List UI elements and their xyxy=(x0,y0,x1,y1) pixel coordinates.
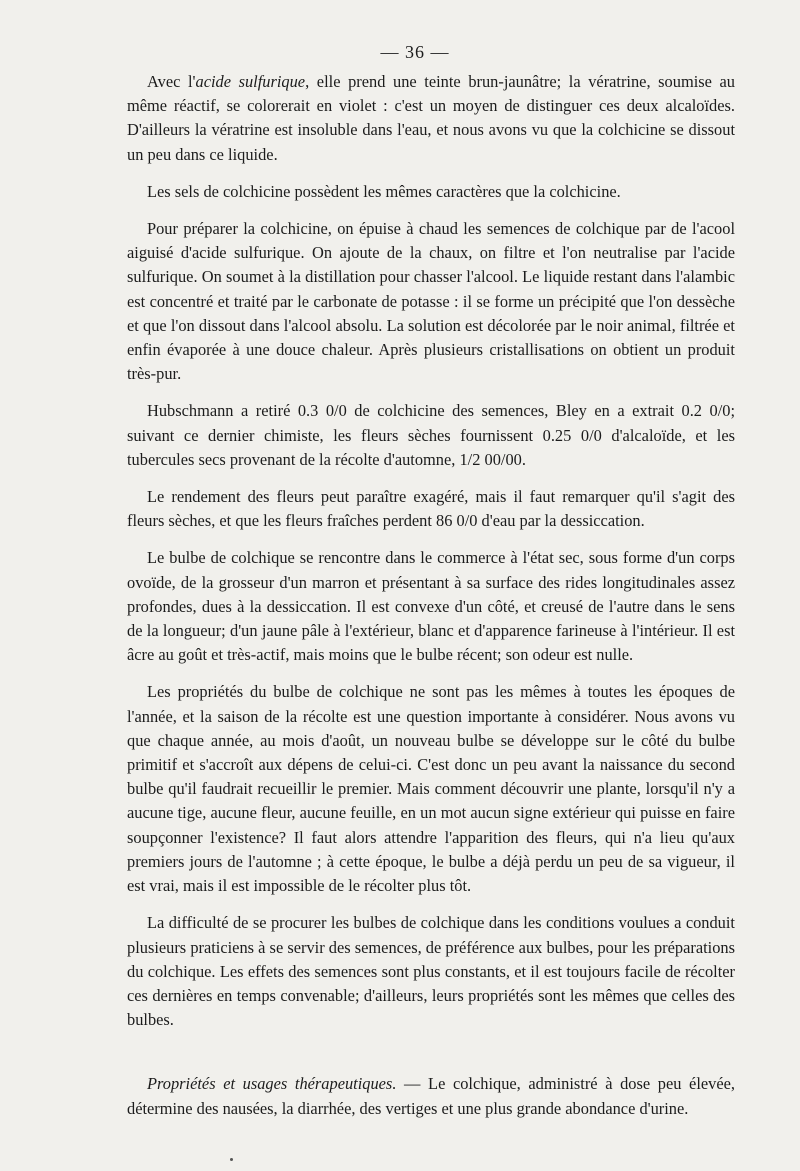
paragraph-hubschmann: Hubschmann a retiré 0.3 0/0 de colchicine des semences, Bley en a extrait 0.2 0/0; suivant ce dernier chimiste, les fleurs sèches fournissent 0.25 0/0 d'alcaloïde, et les tubercules secs provenant de la récolte d'automne, 1/2 00/00. xyxy=(127,401,735,469)
paragraph-acide-sulfurique: Avec l'acide sulfurique, elle prend une teinte brun-jaunâtre; la vératrine, soumise au même réactif, se colorerait en violet : c'est un moyen de distinguer ces deux alcaloïdes. D'ailleurs la vératrine est insoluble dans l'eau, et nous avons vu que la colchicine se dissout un peu dans ce liquide. xyxy=(127,72,735,164)
page-number: — 36 — xyxy=(380,42,450,62)
ink-speck xyxy=(230,1158,233,1161)
paragraph-difficulte: La difficulté de se procurer les bulbes de colchique dans les conditions voulues a conduit plusieurs praticiens à se servir des semences, de préférence aux bulbes, pour les préparations du colchique. Les effets des semences sont plus constants, et il est toujours facile de récolter ces dernières en temps convenable; d'ailleurs, leurs propriétés sont les mêmes que celles des bulbes. xyxy=(127,913,735,1030)
paragraph-rendement: Le rendement des fleurs peut paraître exagéré, mais il faut remarquer qu'il s'agit des fleurs sèches, et que les fleurs fraîches perdent 86 0/0 d'eau par la dessiccation. xyxy=(127,487,735,531)
paragraph-bulbe: Le bulbe de colchique se rencontre dans le commerce à l'état sec, sous forme d'un corps ovoïde, de la grosseur d'un marron et présentant à sa surface des rides longitudinales assez profondes, dues à la dessiccation. Il est convexe d'un côté, et creusé de l'autre dans le sens de la longueur; d'un jaune pâle à l'extérieur, blanc et d'apparence farineuse à l'intérieur. Il est âcre au goût et très-actif, mais moins que le bulbe récent; son odeur est nulle. xyxy=(127,548,735,665)
section-heading-therapeutiques: Propriétés et usages thérapeutiques. xyxy=(147,1074,397,1094)
paragraph-preparation: Pour préparer la colchicine, on épuise à chaud les semences de colchique par de l'acool aiguisé d'acide sulfurique. On ajoute de la chaux, on filtre et l'on neutralise par l'acide sulfurique. On soumet à la distillation pour chasser l'alcool. Le liquide restant dans l'alambic est concentré et traité par le carbonate de potasse : il se forme un précipité que l'on dessèche et que l'on dissout dans l'alcool absolu. La solution est décolorée par le noir animal, filtrée et enfin évaporée à une douce chaleur. Après plusieurs cristallisations on obtient un produit très-pur. xyxy=(127,219,735,384)
paragraph-therapeutiques: Propriétés et usages thérapeutiques. — Le colchique, administré à dose peu élevée, détermine des nausées, la diarrhée, des vertiges et une plus grande abondance d'urine. xyxy=(127,1074,736,1118)
paragraph-proprietes-bulbe: Les propriétés du bulbe de colchique ne sont pas les mêmes à toutes les époques de l'année, et la saison de la récolte est une question importante à considérer. Nous avons vu que chaque année, au mois d'août, un nouveau bulbe se développe sur le côté du bulbe primitif et s'accroît aux dépens de celui-ci. C'est donc un peu avant la naissance du second bulbe qu'il faudrait recueillir le premier. Mais comment découvrir une plante, lorsqu'il n'y a aucune tige, aucune fleur, aucune feuille, en un mot aucun signe extérieur qui puisse en faire soupçonner l'existence? Il faut alors attendre l'apparition des fleurs, qui n'a lieu qu'aux premiers jours de l'automne ; à cette époque, le bulbe a déjà perdu un peu de sa vigueur, il est vrai, mais il est impossible de le récolter plus tôt. xyxy=(127,682,735,896)
paragraph-sels: Les sels de colchicine possèdent les mêmes caractères que la colchicine. xyxy=(147,181,621,201)
emphasis-acide-sulfurique: acide sulfurique xyxy=(195,72,306,91)
body-text xyxy=(127,70,735,1134)
